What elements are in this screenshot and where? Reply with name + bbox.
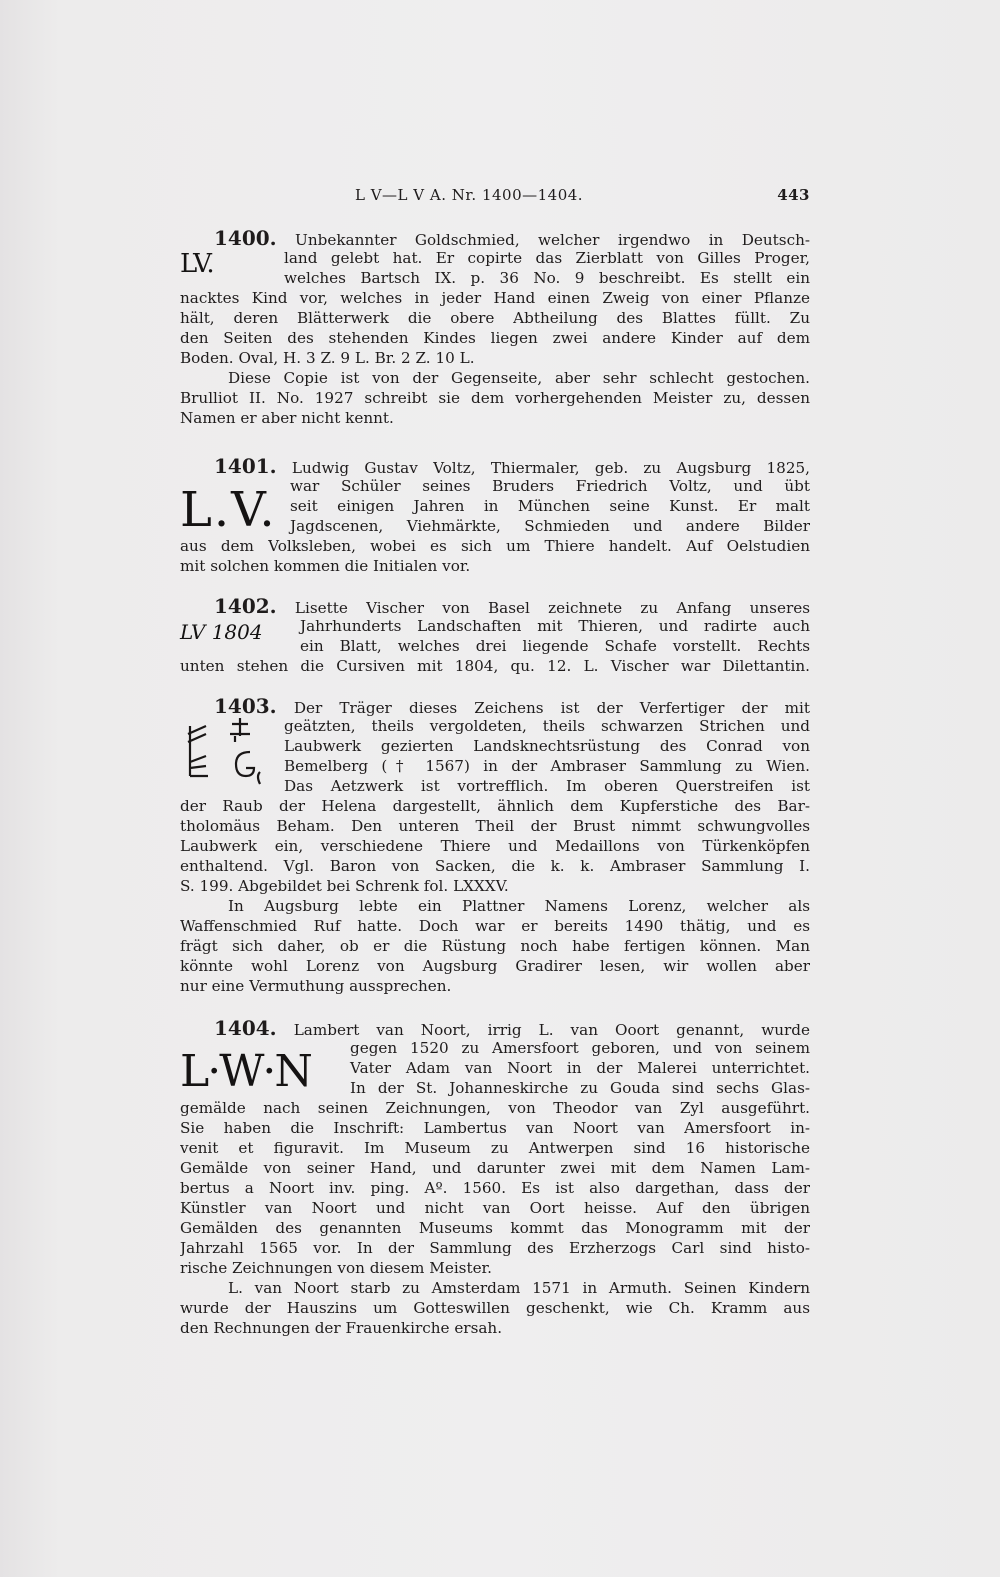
entry-line: der Raub der Helena dargestellt, ähnlich dem Kupferstiche des Bar- [180, 797, 810, 815]
entry-1401 [180, 456, 810, 576]
monogram-lwn: L·W·N [180, 1046, 311, 1097]
entry-number: 1403. [214, 696, 277, 716]
entry-line: In der St. Johanneskirche zu Gouda sind sechs Glas- [350, 1079, 810, 1097]
entry-text: Der Träger dieses Zeichens ist der Verfertiger der mit [293, 699, 810, 716]
entry-line: venit et figuravit. Im Museum zu Antwerpen sind 16 historische [180, 1139, 810, 1157]
entry-number: 1404. [214, 1018, 277, 1038]
entry-line: frägt sich daher, ob er die Rüstung noch habe fertigen können. Man [180, 937, 810, 955]
monogram-lv: LV. [180, 249, 214, 279]
page-header [180, 186, 810, 210]
entry-line: seit einigen Jahren in München seine Kunst. Er malt [290, 497, 810, 515]
entry-line [180, 596, 810, 616]
entry-line [180, 696, 810, 716]
entry-line: Jahrhunderts Landschaften mit Thieren, und radirte auch [300, 617, 810, 635]
entry-line: tholomäus Beham. Den unteren Theil der Brust nimmt schwungvolles [180, 817, 810, 835]
entry-line: den Seiten des stehenden Kindes liegen zwei andere Kinder auf dem [180, 329, 810, 347]
entry-text: Ludwig Gustav Voltz, Thiermaler, geb. zu Augsburg 1825, [291, 459, 810, 476]
entry-1403 [180, 696, 810, 996]
monogram-lv-1804: LV 1804 [180, 620, 263, 644]
entry-text: Lambert van Noort, irrig L. van Ooort genannt, wurde [293, 1021, 810, 1038]
entry-line [180, 228, 810, 248]
entry-number: 1402. [214, 596, 277, 616]
entry-line: aus dem Volksleben, wobei es sich um Thiere handelt. Auf Oelstudien [180, 537, 810, 555]
entry-number: 1400. [214, 228, 277, 248]
entry-line: geätzten, theils vergoldeten, theils schwarzen Strichen und [284, 717, 810, 735]
entry-line: Jahrzahl 1565 vor. In der Sammlung des Erzherzogs Carl sind histo- [180, 1239, 810, 1257]
entry-line: Namen er aber nicht kennt. [180, 409, 394, 427]
entry-line: Sie haben die Inschrift: Lambertus van Noort van Amersfoort in- [180, 1119, 810, 1137]
entry-line: hält, deren Blätterwerk die obere Abtheilung des Blattes füllt. Zu [180, 309, 810, 327]
entry-line: könnte wohl Lorenz von Augsburg Gradirer lesen, wir wollen aber [180, 957, 810, 975]
entry-line: Boden. Oval, H. 3 Z. 9 L. Br. 2 Z. 10 L. [180, 349, 475, 367]
entry-text: Lisette Vischer von Basel zeichnete zu Anfang unseres [294, 599, 810, 616]
entry-1404 [180, 1018, 810, 1338]
entry-line: nacktes Kind vor, welches in jeder Hand einen Zweig von einer Pflanze [180, 289, 810, 307]
entry-line: mit solchen kommen die Initialen vor. [180, 557, 471, 575]
entry-line: wurde der Hauszins um Gotteswillen geschenkt, wie Ch. Kramm aus [180, 1299, 810, 1317]
entry-number: 1401. [214, 456, 277, 476]
entry-line: Das Aetzwerk ist vortrefflich. Im oberen Querstreifen ist [284, 777, 810, 795]
running-title: L V—L V A. Nr. 1400—1404. [355, 186, 584, 204]
entry-line: Laubwerk gezierten Landsknechtsrüstung des Conrad von [284, 737, 810, 755]
entry-text: Unbekannter Goldschmied, welcher irgendwo in Deutsch- [295, 231, 810, 248]
entry-1400 [180, 228, 810, 428]
entry-line: S. 199. Abgebildet bei Schrenk fol. LXXXV. [180, 877, 509, 895]
entry-line: enthaltend. Vgl. Baron von Sacken, die k. k. Ambraser Sammlung I. [180, 857, 810, 875]
entry-line [180, 1018, 810, 1038]
entry-line: Diese Copie ist von der Gegenseite, aber sehr schlecht gestochen. [228, 369, 810, 387]
entry-line: nur eine Vermuthung aussprechen. [180, 977, 452, 995]
entry-line: gemälde nach seinen Zeichnungen, von Theodor van Zyl ausgeführt. [180, 1099, 810, 1117]
entry-line: rische Zeichnungen von diesem Meister. [180, 1259, 492, 1277]
entry-line: bertus a Noort inv. ping. Aº. 1560. Es ist also dargethan, dass der [180, 1179, 810, 1197]
entry-line: Waffenschmied Ruf hatte. Doch war er bereits 1490 thätig, und es [180, 917, 810, 935]
entry-line: Brulliot II. No. 1927 schreibt sie dem vorhergehenden Meister zu, dessen [180, 389, 810, 407]
entry-line: Laubwerk ein, verschiedene Thiere und Medaillons von Türkenköpfen [180, 837, 810, 855]
entry-line: gegen 1520 zu Amersfoort geboren, und von seinem [350, 1039, 810, 1057]
monogram-harness-mark [180, 716, 280, 786]
entry-line: land gelebt hat. Er copirte das Zierblatt von Gilles Proger, [284, 249, 810, 267]
entry-line: L. van Noort starb zu Amsterdam 1571 in Armuth. Seinen Kindern [228, 1279, 810, 1297]
entry-line: Jagdscenen, Viehmärkte, Schmieden und andere Bilder [290, 517, 810, 535]
entry-line: unten stehen die Cursiven mit 1804, qu. 12. L. Vischer war Dilettantin. [180, 657, 810, 675]
page-number: 443 [777, 186, 810, 204]
monogram-l-v: L.V. [180, 482, 277, 538]
entry-line: welches Bartsch IX. p. 36 No. 9 beschreibt. Es stellt ein [284, 269, 810, 287]
entry-line: den Rechnungen der Frauenkirche ersah. [180, 1319, 503, 1337]
entry-line: ein Blatt, welches drei liegende Schafe vorstellt. Rechts [300, 637, 810, 655]
entry-line: Bemelberg († 1567) in der Ambraser Sammlung zu Wien. [284, 757, 810, 775]
entry-line: Gemälden des genannten Museums kommt das Monogramm mit der [180, 1219, 810, 1237]
entry-line: Künstler van Noort und nicht van Oort heisse. Auf den übrigen [180, 1199, 810, 1217]
entry-line: Gemälde von seiner Hand, und darunter zwei mit dem Namen Lam- [180, 1159, 810, 1177]
entry-line: Vater Adam van Noort in der Malerei unterrichtet. [350, 1059, 810, 1077]
entry-1402 [180, 596, 810, 676]
entry-line: In Augsburg lebte ein Plattner Namens Lorenz, welcher als [228, 897, 810, 915]
entry-line: war Schüler seines Bruders Friedrich Voltz, und übt [290, 477, 810, 495]
entry-line [180, 456, 810, 476]
